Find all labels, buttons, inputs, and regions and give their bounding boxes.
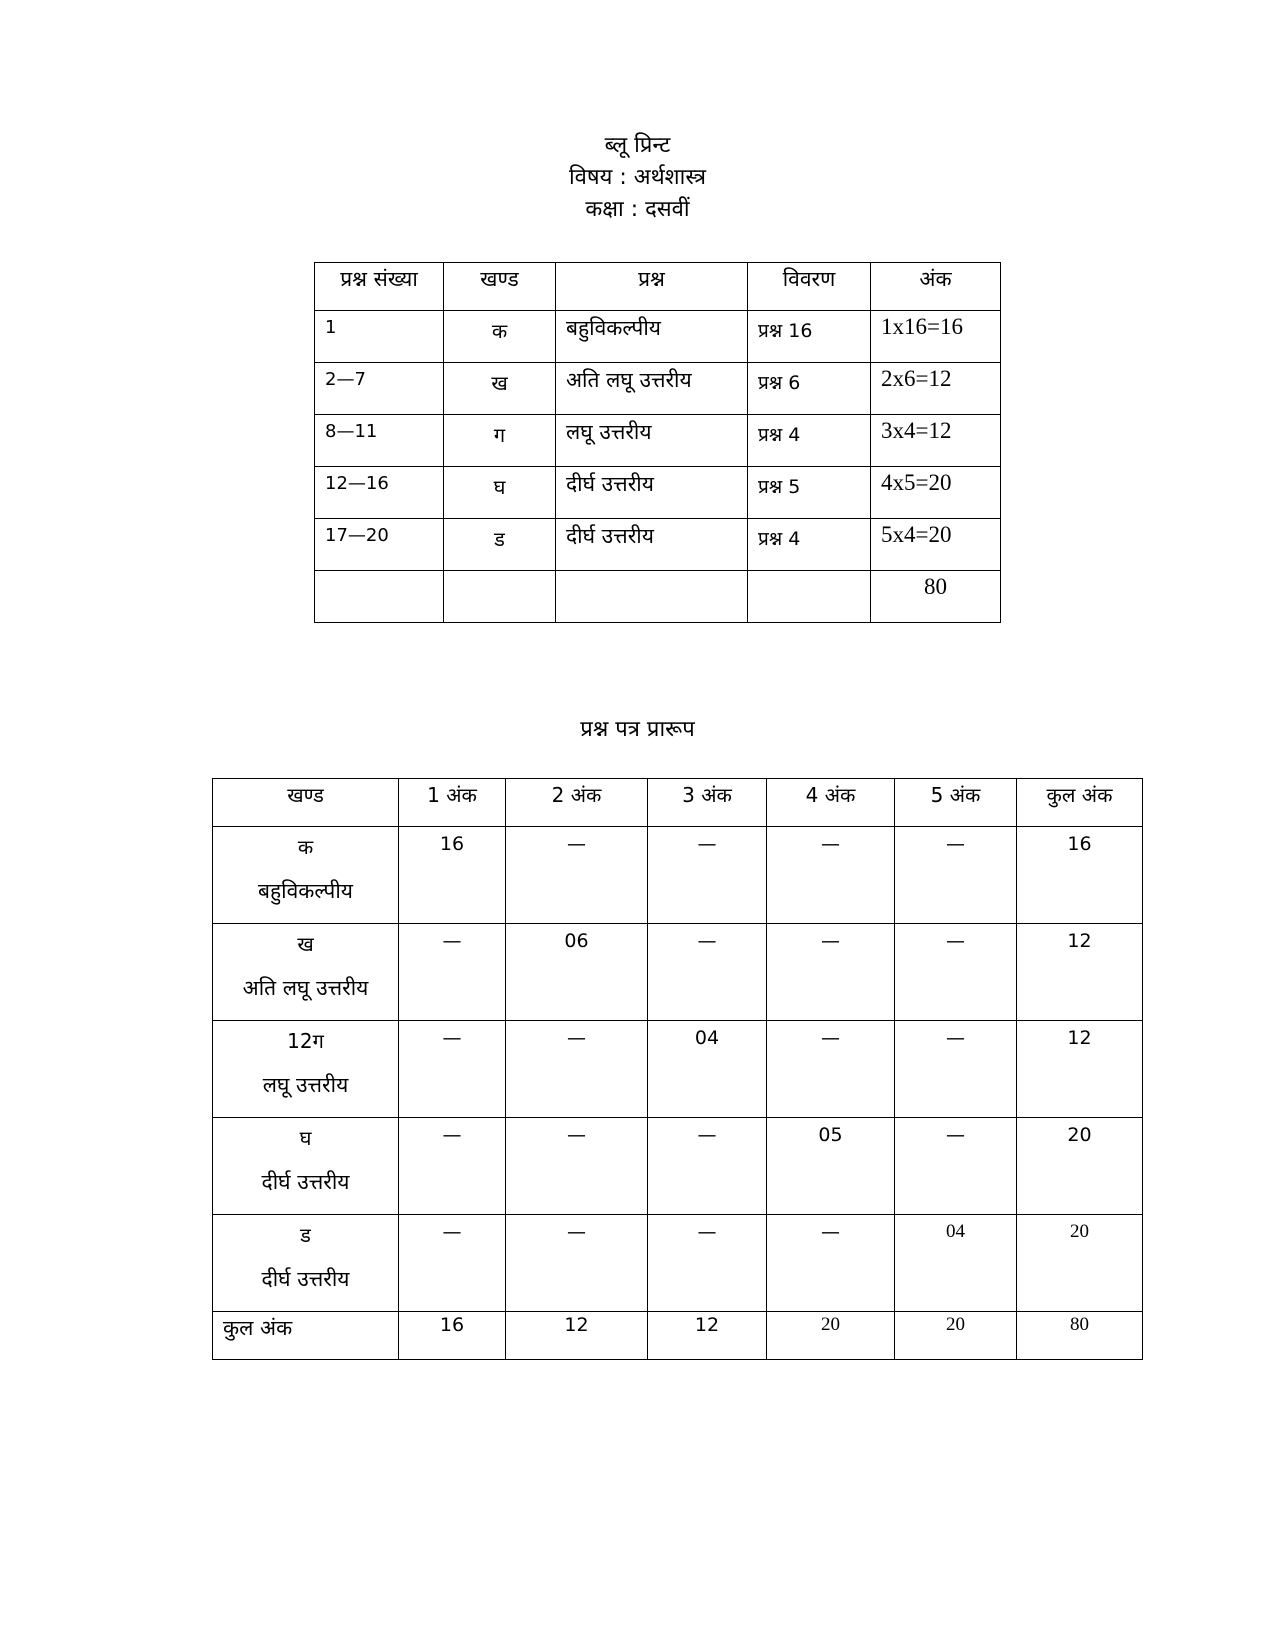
question-type: दीर्घ उत्तरीय <box>556 467 748 519</box>
total-label: कुल अंक <box>213 1312 399 1360</box>
marks: 2x6=12 <box>871 363 1001 415</box>
table-row <box>315 519 1001 571</box>
section-cell <box>213 1215 399 1312</box>
section-cell <box>213 924 399 1021</box>
row-total: 16 <box>1017 827 1143 924</box>
total-5-mark: 20 <box>895 1312 1017 1360</box>
marks: 1x16=16 <box>871 311 1001 363</box>
class-line: कक्षा : दसवीं <box>585 197 690 222</box>
question-type: बहुविकल्पीय <box>556 311 748 363</box>
description: प्रश्न 5 <box>748 467 871 519</box>
subject-line: विषय : अर्थशास्त्र <box>568 165 707 190</box>
table-row <box>213 1021 1143 1118</box>
empty-cell <box>315 571 444 623</box>
header-question: प्रश्न <box>556 263 748 311</box>
marks-4: 05 <box>767 1118 895 1215</box>
section: ग <box>444 415 556 467</box>
section-type: दीर्घ उत्तरीय <box>261 1267 350 1291</box>
empty-cell <box>556 571 748 623</box>
marks-3: 04 <box>648 1021 767 1118</box>
section-letter: ड <box>300 1223 311 1247</box>
marks-1: — <box>399 924 506 1021</box>
marks-2: — <box>506 1118 648 1215</box>
blueprint-table <box>314 262 1001 623</box>
document-title: ब्लू प्रिन्ट <box>604 133 671 158</box>
section-type: लघू उत्तरीय <box>262 1073 349 1097</box>
table-row <box>213 924 1143 1021</box>
marks-2: 06 <box>506 924 648 1021</box>
question-type: दीर्घ उत्तरीय <box>556 519 748 571</box>
header-5-mark: 5 अंक <box>895 779 1017 827</box>
marks: 4x5=20 <box>871 467 1001 519</box>
section-cell <box>213 827 399 924</box>
marks-1: — <box>399 1215 506 1312</box>
marks-3: — <box>648 827 767 924</box>
section-cell <box>213 1021 399 1118</box>
question-number: 17—20 <box>315 519 444 571</box>
format-total-row <box>213 1312 1143 1360</box>
marks-5: — <box>895 924 1017 1021</box>
marks-3: — <box>648 1118 767 1215</box>
description: प्रश्न 4 <box>748 415 871 467</box>
marks-4: — <box>767 1215 895 1312</box>
total-4-mark: 20 <box>767 1312 895 1360</box>
marks-1: — <box>399 1021 506 1118</box>
question-number: 1 <box>315 311 444 363</box>
description: प्रश्न 4 <box>748 519 871 571</box>
marks-5: 04 <box>895 1215 1017 1312</box>
marks-1: — <box>399 1118 506 1215</box>
description: प्रश्न 6 <box>748 363 871 415</box>
marks: 5x4=20 <box>871 519 1001 571</box>
section: घ <box>444 467 556 519</box>
header-description: विवरण <box>748 263 871 311</box>
section-letter: क <box>297 835 314 859</box>
blueprint-header-row <box>315 263 1001 311</box>
question-number: 8—11 <box>315 415 444 467</box>
header-1-mark: 1 अंक <box>399 779 506 827</box>
description: प्रश्न 16 <box>748 311 871 363</box>
header-total-marks: कुल अंक <box>1017 779 1143 827</box>
table-row <box>315 363 1001 415</box>
marks-1: 16 <box>399 827 506 924</box>
marks-5: — <box>895 827 1017 924</box>
section-letter: ख <box>297 932 314 956</box>
row-total: 20 <box>1017 1215 1143 1312</box>
header-marks: अंक <box>871 263 1001 311</box>
section-letter: घ <box>299 1126 312 1150</box>
marks-4: — <box>767 1021 895 1118</box>
total-2-mark: 12 <box>506 1312 648 1360</box>
header-section: खण्ड <box>444 263 556 311</box>
header-section: खण्ड <box>213 779 399 827</box>
header-2-mark: 2 अंक <box>506 779 648 827</box>
document-heading <box>0 130 1275 226</box>
marks-5: — <box>895 1021 1017 1118</box>
blueprint-total-row <box>315 571 1001 623</box>
table-row <box>213 1215 1143 1312</box>
marks-2: — <box>506 1021 648 1118</box>
table-row <box>315 467 1001 519</box>
grand-total: 80 <box>1017 1312 1143 1360</box>
marks-3: — <box>648 924 767 1021</box>
section-type: बहुविकल्पीय <box>258 879 353 903</box>
header-question-number: प्रश्न संख्या <box>315 263 444 311</box>
marks-2: — <box>506 827 648 924</box>
marks-2: — <box>506 1215 648 1312</box>
question-number: 2—7 <box>315 363 444 415</box>
marks-4: — <box>767 827 895 924</box>
question-number: 12—16 <box>315 467 444 519</box>
section-letter: 12ग <box>287 1029 324 1053</box>
section: ड <box>444 519 556 571</box>
section-cell <box>213 1118 399 1215</box>
total-1-mark: 16 <box>399 1312 506 1360</box>
paper-format-table <box>212 778 1143 1360</box>
blueprint-total-marks: 80 <box>871 571 1001 623</box>
marks: 3x4=12 <box>871 415 1001 467</box>
header-4-mark: 4 अंक <box>767 779 895 827</box>
table-row <box>315 415 1001 467</box>
header-3-mark: 3 अंक <box>648 779 767 827</box>
empty-cell <box>444 571 556 623</box>
marks-3: — <box>648 1215 767 1312</box>
format-header-row <box>213 779 1143 827</box>
table-row <box>315 311 1001 363</box>
section-type: अति लघू उत्तरीय <box>242 976 369 1000</box>
row-total: 12 <box>1017 1021 1143 1118</box>
marks-4: — <box>767 924 895 1021</box>
paper-format-title: प्रश्न पत्र प्रारूप <box>580 717 695 742</box>
section: ख <box>444 363 556 415</box>
section: क <box>444 311 556 363</box>
empty-cell <box>748 571 871 623</box>
question-type: लघू उत्तरीय <box>556 415 748 467</box>
marks-5: — <box>895 1118 1017 1215</box>
section-type: दीर्घ उत्तरीय <box>261 1170 350 1194</box>
row-total: 12 <box>1017 924 1143 1021</box>
table-row <box>213 1118 1143 1215</box>
table-row <box>213 827 1143 924</box>
total-3-mark: 12 <box>648 1312 767 1360</box>
question-type: अति लघू उत्तरीय <box>556 363 748 415</box>
row-total: 20 <box>1017 1118 1143 1215</box>
